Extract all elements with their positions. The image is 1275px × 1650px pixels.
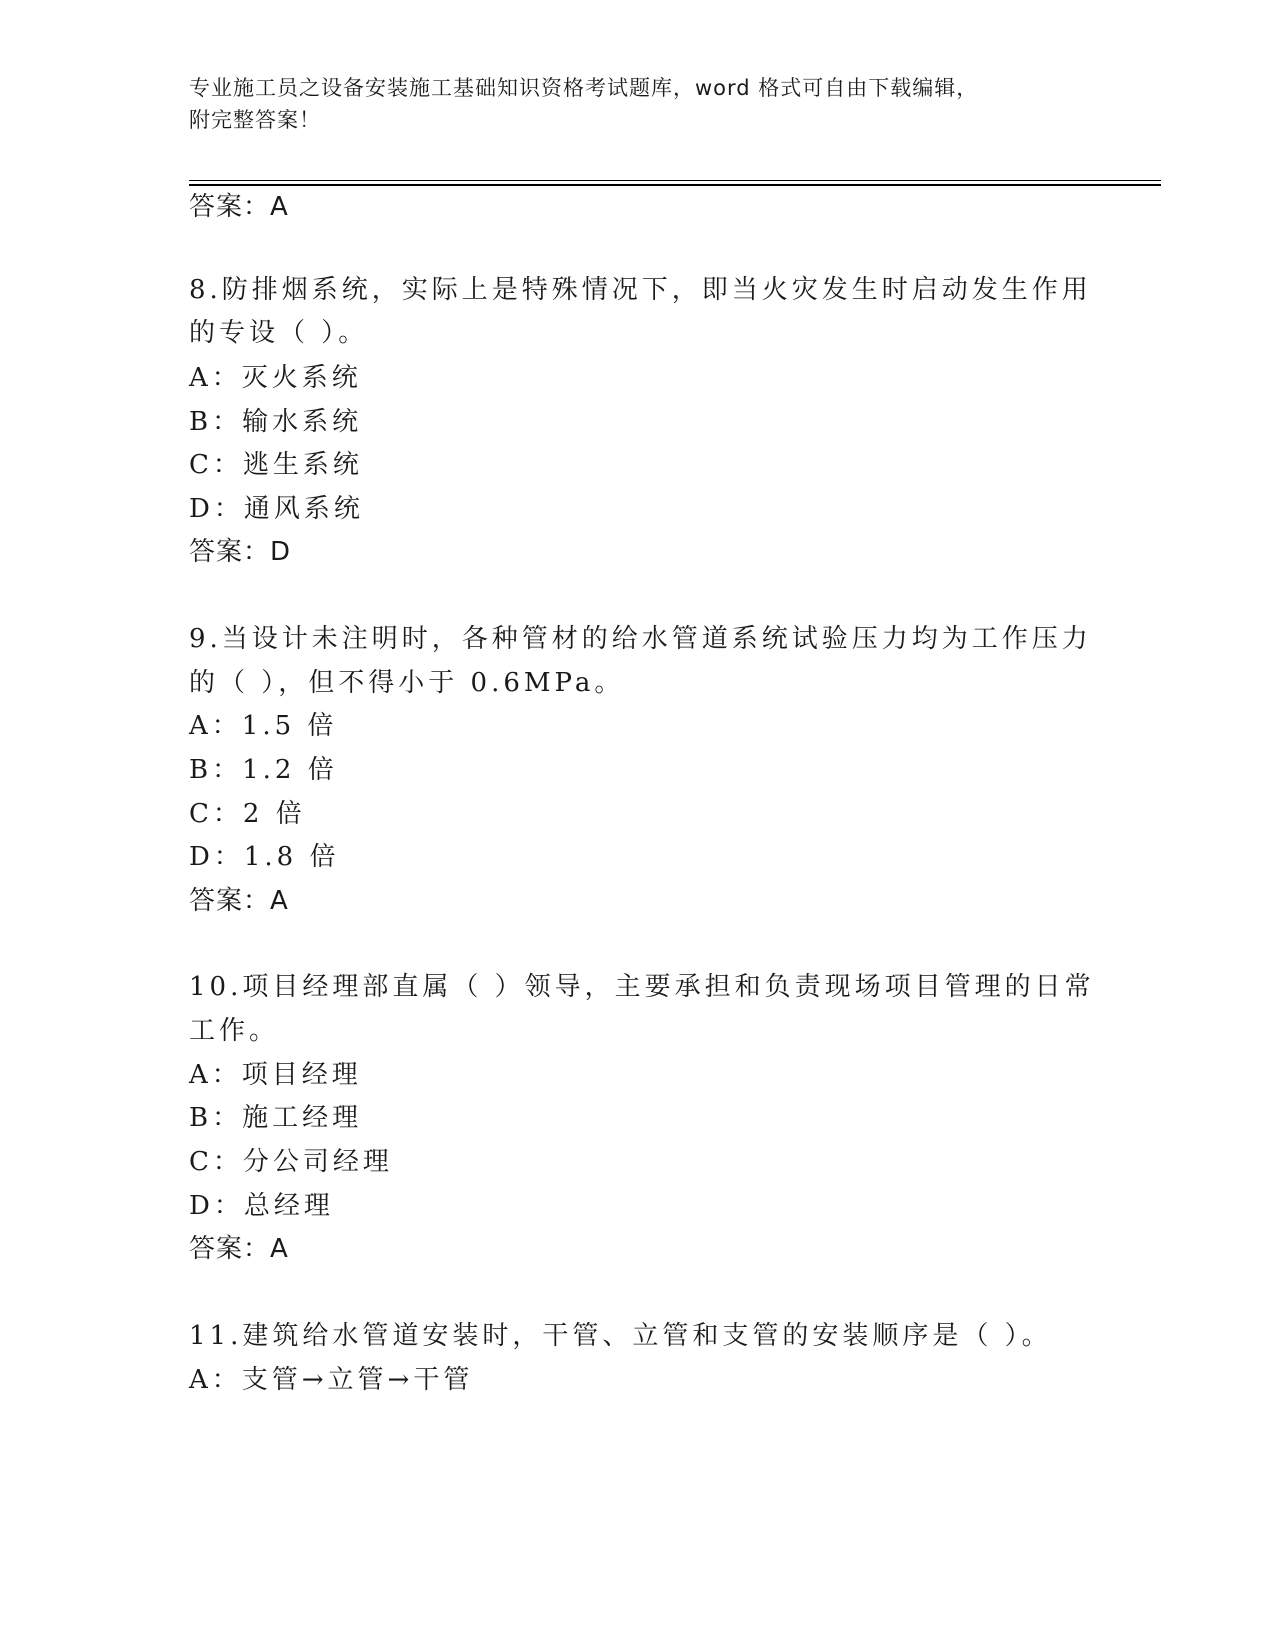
header-line-1: 专业施工员之设备安装施工基础知识资格考试题库，word 格式可自由下载编辑， xyxy=(189,76,979,100)
question-10-option-d: D：总经理 xyxy=(189,1191,334,1221)
header-line-2: 附完整答案！ xyxy=(189,108,321,132)
question-10-option-b: B：施工经理 xyxy=(189,1103,363,1133)
question-11-stem-line-1: 11.建筑给水管道安装时，干管、立管和支管的安装顺序是（ ）。 xyxy=(189,1321,1052,1351)
question-10-stem-line-1: 10.项目经理部直属（ ）领导，主要承担和负责现场项目管理的日常 xyxy=(189,972,1095,1002)
question-8-option-c: C：逃生系统 xyxy=(189,450,363,480)
question-9-answer: 答案：A xyxy=(189,886,289,916)
question-11-option-a: A：支管→立管→干管 xyxy=(189,1365,474,1395)
question-9-option-d: D：1.8 倍 xyxy=(189,842,340,872)
header-divider-thick xyxy=(189,184,1161,186)
question-8-option-d: D：通风系统 xyxy=(189,494,364,524)
question-9-stem-line-1: 9.当设计未注明时，各种管材的给水管道系统试验压力均为工作压力 xyxy=(189,624,1092,654)
question-9-option-a: A：1.5 倍 xyxy=(189,711,338,741)
question-8-stem-line-2: 的专设（ ）。 xyxy=(189,318,369,348)
question-9-option-b: B：1.2 倍 xyxy=(189,755,338,785)
answer-line: 答案：A xyxy=(189,192,289,222)
question-10-option-a: A：项目经理 xyxy=(189,1060,362,1090)
header-divider-thin xyxy=(189,180,1161,181)
question-10-answer: 答案：A xyxy=(189,1234,289,1264)
question-8-option-b: B：输水系统 xyxy=(189,407,363,437)
document-header xyxy=(189,72,1089,136)
question-9-stem-line-2: 的（ ），但不得小于 0.6MPa。 xyxy=(189,668,625,698)
question-8-option-a: A：灭火系统 xyxy=(189,363,362,393)
question-8-stem-line-1: 8.防排烟系统，实际上是特殊情况下，即当火灾发生时启动发生作用 xyxy=(189,275,1092,305)
question-10-option-c: C：分公司经理 xyxy=(189,1147,393,1177)
question-10-stem-line-2: 工作。 xyxy=(189,1016,280,1046)
question-8-answer: 答案：D xyxy=(189,537,292,567)
question-9-option-c: C：2 倍 xyxy=(189,799,306,829)
